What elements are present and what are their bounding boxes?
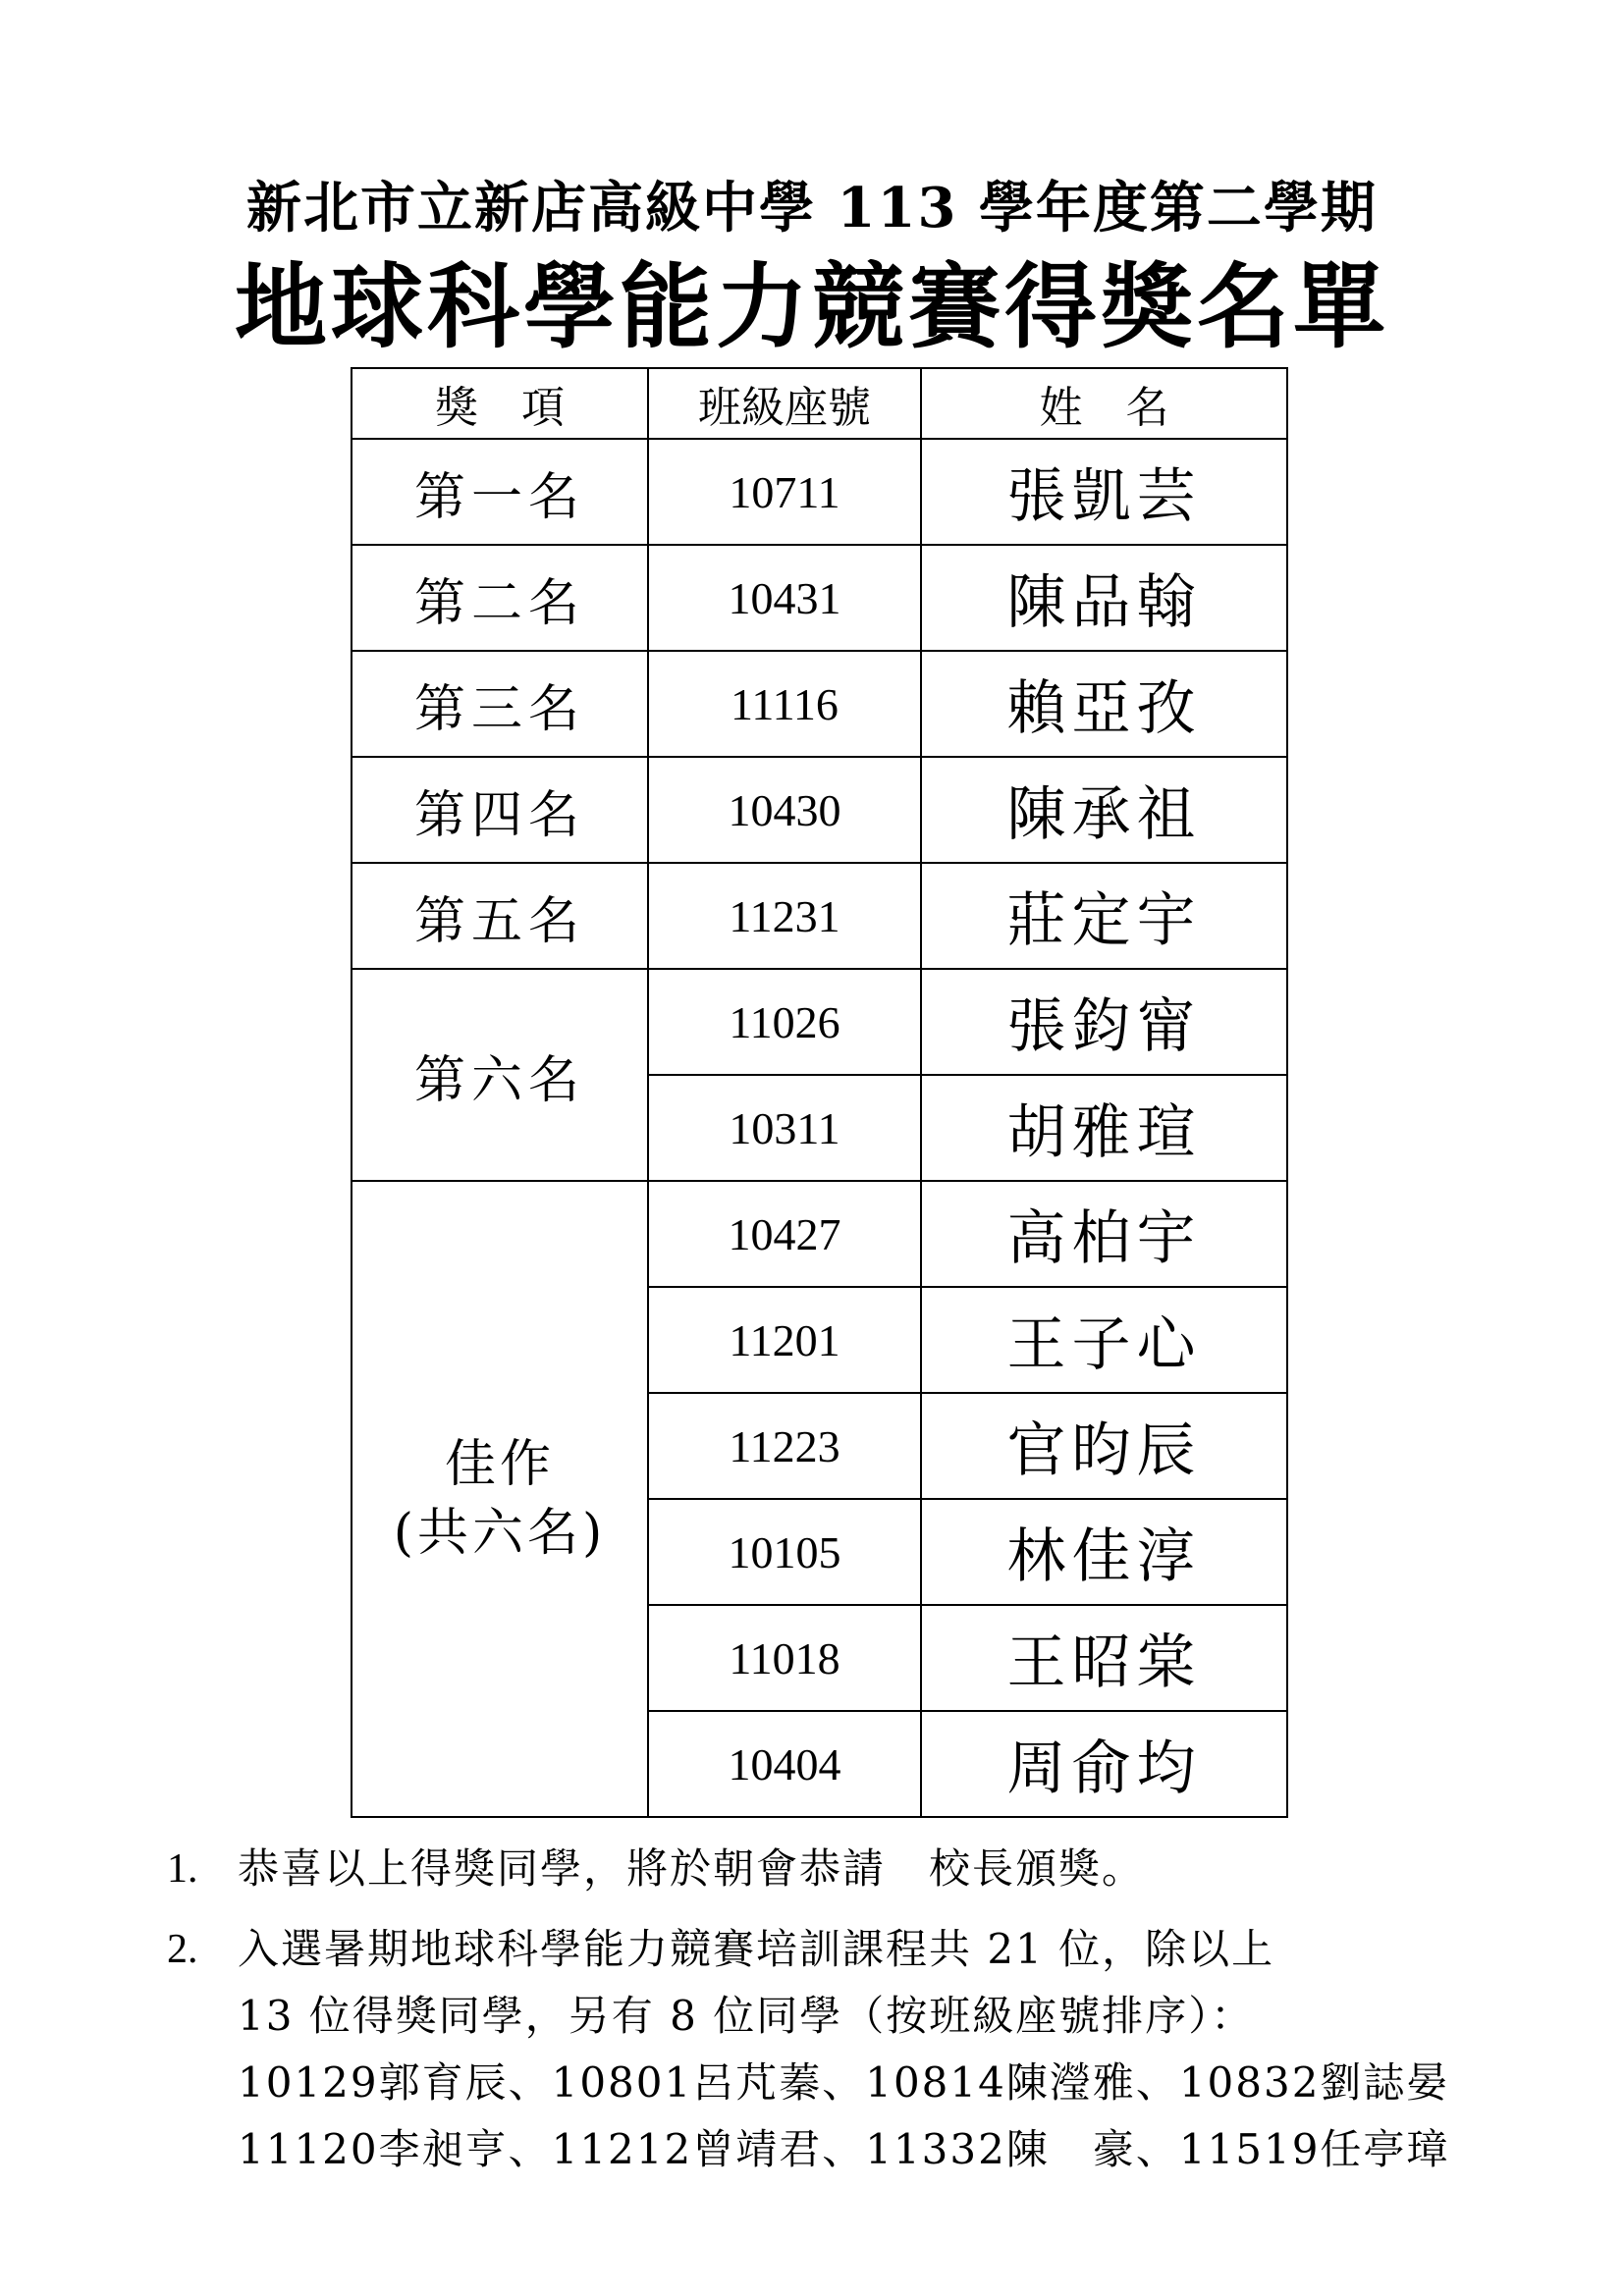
table-row: [352, 757, 1287, 863]
table-row: [352, 439, 1287, 545]
seat-number-cell: 11026: [648, 969, 921, 1075]
prize-label: 佳作: [444, 1435, 555, 1494]
student-name-cell: 莊定宇: [921, 863, 1287, 969]
seat-number-cell: 10430: [648, 757, 921, 863]
document-title-award-list: 地球科學能力競賽得獎名單: [234, 253, 1389, 361]
column-header-seat: 班級座號: [648, 368, 921, 439]
prize-sublabel: (共六名): [393, 1504, 607, 1563]
prize-cell-honorable-mention: [352, 1181, 648, 1817]
table-row: [352, 969, 1287, 1075]
prize-cell: 第六名: [352, 969, 648, 1181]
student-name-cell: 王子心: [921, 1287, 1287, 1393]
seat-number-cell: 10311: [648, 1075, 921, 1181]
document-title-school: 新北市立新店高級中學 113 學年度第二學期: [246, 176, 1378, 240]
notes-section: [167, 1836, 1473, 2197]
note-line: 恭喜以上得獎同學，將於朝會恭請 校長頒獎。: [238, 1844, 1146, 1893]
note-item: [167, 1916, 1473, 2183]
seat-number-cell: 11018: [648, 1605, 921, 1711]
table-row: [352, 863, 1287, 969]
prize-cell: 第三名: [352, 651, 648, 757]
student-name-cell: 張鈞甯: [921, 969, 1287, 1075]
note-item: [167, 1836, 1473, 1902]
student-name-cell: 林佳淳: [921, 1499, 1287, 1605]
note-number: 1.: [167, 1846, 198, 1892]
note-line: 10129郭育辰、10801呂芃蓁、10814陳瀅雅、10832劉誌晏: [238, 2058, 1450, 2107]
student-name-cell: 陳品翰: [921, 545, 1287, 651]
note-line: 13 位得獎同學，另有 8 位同學（按班級座號排序）：: [238, 1992, 1255, 2040]
student-name-cell: 王昭棠: [921, 1605, 1287, 1711]
student-name-cell: 賴亞孜: [921, 651, 1287, 757]
student-name-cell: 張凱芸: [921, 439, 1287, 545]
prize-cell: 第二名: [352, 545, 648, 651]
award-table: [351, 367, 1288, 1818]
student-name-cell: 胡雅瑄: [921, 1075, 1287, 1181]
note-number: 2.: [167, 1927, 198, 1972]
seat-number-cell: 10427: [648, 1181, 921, 1287]
student-name-cell: 陳承祖: [921, 757, 1287, 863]
column-header-prize: 獎 項: [352, 368, 648, 439]
prize-cell: 第一名: [352, 439, 648, 545]
note-line: 11120李昶亨、11212曾靖君、11332陳 豪、11519任亭璋: [238, 2125, 1450, 2173]
prize-cell: 第四名: [352, 757, 648, 863]
student-name-cell: 高柏宇: [921, 1181, 1287, 1287]
note-text: [238, 1836, 1473, 1902]
table-row: [352, 1181, 1287, 1287]
table-row: [352, 545, 1287, 651]
seat-number-cell: 10105: [648, 1499, 921, 1605]
student-name-cell: 官昀辰: [921, 1393, 1287, 1499]
prize-cell: 第五名: [352, 863, 648, 969]
seat-number-cell: 10404: [648, 1711, 921, 1817]
seat-number-cell: 11201: [648, 1287, 921, 1393]
note-line: 入選暑期地球科學能力競賽培訓課程共 21 位，除以上: [238, 1925, 1275, 1973]
table-header-row: [352, 368, 1287, 439]
seat-number-cell: 10711: [648, 439, 921, 545]
note-text: [238, 1916, 1473, 2183]
seat-number-cell: 11231: [648, 863, 921, 969]
seat-number-cell: 10431: [648, 545, 921, 651]
table-row: [352, 651, 1287, 757]
seat-number-cell: 11116: [648, 651, 921, 757]
column-header-name: 姓 名: [921, 368, 1287, 439]
student-name-cell: 周俞均: [921, 1711, 1287, 1817]
seat-number-cell: 11223: [648, 1393, 921, 1499]
